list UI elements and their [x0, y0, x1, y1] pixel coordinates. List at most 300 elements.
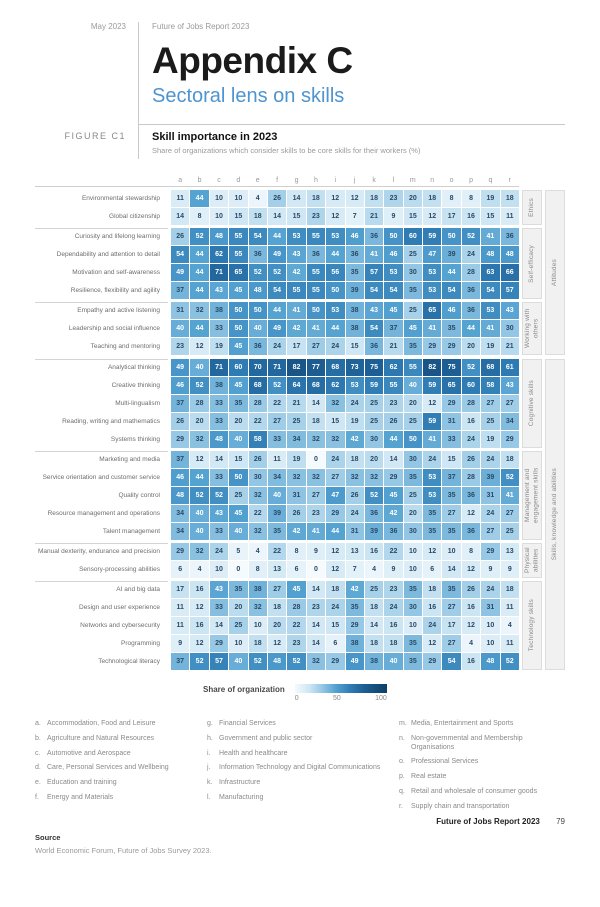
heatmap-cell: 24: [481, 505, 499, 522]
heatmap-cell: 55: [307, 228, 325, 245]
heatmap-cell: 29: [442, 395, 460, 412]
subgroup-rows: [35, 190, 519, 225]
heatmap-cell: 18: [365, 599, 383, 616]
heatmap-cell: 16: [462, 599, 480, 616]
heatmap-cell: 53: [346, 377, 364, 394]
footnote-item: [399, 788, 565, 797]
heatmap-cell: 53: [326, 302, 344, 319]
heatmap-cell: 41: [423, 431, 441, 448]
heatmap-cell: 14: [210, 617, 228, 634]
heatmap-cell: 14: [287, 190, 305, 207]
column-letters: [171, 173, 519, 186]
subgroup-label: [522, 451, 542, 540]
heatmap-cell: 12: [462, 617, 480, 634]
heatmap-cell: 0: [307, 451, 325, 468]
heatmap-cell: 20: [190, 413, 208, 430]
heatmap-cell: 34: [171, 505, 189, 522]
footnote-letter: b.: [35, 734, 41, 742]
subgroup-label-text: Technology skills: [527, 599, 535, 652]
heatmap-cell: 36: [384, 523, 402, 540]
heatmap-cell: 17: [442, 208, 460, 225]
heatmap-cell: 43: [210, 282, 228, 299]
heatmap-row: [35, 359, 519, 376]
heatmap-cell: 65: [442, 377, 460, 394]
heatmap-cell: 27: [268, 413, 286, 430]
heatmap-cell: 32: [287, 469, 305, 486]
row-label: Environmental stewardship: [81, 194, 160, 202]
heatmap-cell: 21: [384, 338, 402, 355]
row-label: Multi-lingualism: [115, 399, 160, 407]
heatmap-cell: 32: [326, 431, 344, 448]
heatmap-cell: 52: [190, 487, 208, 504]
row-label: Resilience, flexibility and agility: [70, 286, 160, 294]
heatmap-cell: 16: [462, 653, 480, 670]
heatmap-cell: 30: [404, 451, 422, 468]
heatmap-cell: 44: [268, 302, 286, 319]
row-cells: [171, 228, 519, 245]
heatmap-cell: 46: [384, 246, 402, 263]
heatmap-cell: 50: [384, 228, 402, 245]
row-cells: [171, 264, 519, 281]
heatmap-cell: 10: [404, 543, 422, 560]
heatmap-cell: 47: [423, 246, 441, 263]
heatmap-cell: 24: [462, 246, 480, 263]
row-label: Analytical thinking: [35, 359, 168, 376]
heatmap-cell: 10: [481, 617, 499, 634]
heatmap-cell: 12: [190, 338, 208, 355]
heatmap-row: [35, 653, 519, 670]
subgroup-label-text: Management and engagement skills: [523, 467, 539, 524]
heatmap-cell: 48: [249, 282, 267, 299]
heatmap-cell: 28: [190, 395, 208, 412]
heatmap-cell: 10: [442, 543, 460, 560]
heatmap-cell: 12: [423, 208, 441, 225]
heatmap-cell: 18: [365, 635, 383, 652]
heatmap-cell: 60: [404, 228, 422, 245]
heatmap-cell: 75: [365, 359, 383, 376]
heatmap-cell: 25: [229, 617, 247, 634]
heatmap-cell: 41: [423, 320, 441, 337]
heatmap-cell: 54: [384, 282, 402, 299]
footnote-text: Health and healthcare: [219, 749, 288, 757]
heatmap-cell: 10: [229, 190, 247, 207]
heatmap-cell: 23: [307, 208, 325, 225]
heatmap-cell: 35: [404, 653, 422, 670]
heatmap-cell: 40: [190, 359, 208, 376]
heatmap-cell: 18: [307, 413, 325, 430]
group-1: [35, 359, 565, 670]
heatmap-cell: 63: [481, 264, 499, 281]
heatmap-cell: 14: [307, 635, 325, 652]
heatmap-cell: 53: [423, 487, 441, 504]
column-header-p: p: [469, 177, 473, 184]
figure-title: Skill importance in 2023: [152, 131, 278, 143]
heatmap-row: [35, 635, 519, 652]
heatmap-cell: 24: [268, 338, 286, 355]
heatmap-cell: 19: [481, 190, 499, 207]
heatmap-cell: 49: [268, 246, 286, 263]
column-header-n: n: [430, 177, 435, 184]
footnote-letter: r.: [399, 802, 403, 810]
heatmap-cell: 55: [404, 359, 422, 376]
row-label: AI and big data: [35, 581, 168, 598]
heatmap-cell: 42: [287, 320, 305, 337]
heatmap-cell: 52: [287, 653, 305, 670]
heatmap-cell: 10: [210, 561, 228, 578]
heatmap-cell: 33: [210, 599, 228, 616]
heatmap-cell: 44: [326, 320, 344, 337]
heatmap-cell: 59: [365, 377, 383, 394]
subgroups-0: [35, 190, 542, 355]
footnote-letter: c.: [35, 749, 41, 757]
heatmap-cell: 50: [404, 431, 422, 448]
heatmap-cell: 62: [384, 359, 402, 376]
heatmap-cell: 38: [210, 377, 228, 394]
heatmap-row: [35, 469, 519, 486]
column-header-r: r: [508, 177, 511, 184]
heatmap-cell: 9: [307, 543, 325, 560]
heatmap-cell: 18: [501, 581, 519, 598]
heatmap-cell: 27: [442, 505, 460, 522]
footnote-letter: m.: [399, 720, 407, 727]
heatmap-cell: 24: [210, 543, 228, 560]
column-header-b: b: [197, 177, 202, 184]
heatmap-row: [35, 395, 519, 412]
heatmap-cell: 65: [229, 264, 247, 281]
column-header-d: d: [236, 177, 241, 184]
heatmap-cell: 22: [384, 543, 402, 560]
row-cells: [171, 523, 519, 540]
heatmap-cell: 48: [268, 653, 286, 670]
legend-scale: [295, 684, 387, 702]
heatmap-cell: 38: [346, 635, 364, 652]
subgroup-label: [522, 302, 542, 355]
heatmap-cell: 24: [326, 599, 344, 616]
heatmap-cell: 29: [481, 543, 499, 560]
heatmap-cell: 26: [249, 451, 267, 468]
heatmap-cell: 29: [326, 653, 344, 670]
subgroup-label: [522, 543, 542, 578]
footnote-text: Energy and Materials: [47, 793, 114, 801]
heatmap-cell: 36: [249, 246, 267, 263]
heatmap-cell: 35: [442, 581, 460, 598]
heatmap-cell: 53: [326, 228, 344, 245]
heatmap-cell: 20: [365, 451, 383, 468]
heatmap-cell: 48: [171, 487, 189, 504]
heatmap-cell: 12: [423, 635, 441, 652]
heatmap-cell: 44: [190, 282, 208, 299]
heatmap-cell: 38: [346, 320, 364, 337]
footnote-letter: k.: [207, 779, 213, 786]
heatmap-cell: 27: [307, 338, 325, 355]
heatmap-cell: 50: [229, 469, 247, 486]
column-header-o: o: [449, 177, 454, 184]
heatmap-cell: 36: [501, 228, 519, 245]
heatmap-cell: 35: [404, 282, 422, 299]
heatmap-cell: 14: [307, 395, 325, 412]
heatmap-cell: 54: [365, 320, 383, 337]
heatmap-cell: 20: [268, 617, 286, 634]
row-cells: [171, 451, 519, 468]
heatmap-cell: 32: [190, 431, 208, 448]
footnote-letter: h.: [207, 734, 213, 742]
heatmap-cell: 39: [268, 505, 286, 522]
heatmap-cell: 35: [404, 338, 422, 355]
heatmap-cell: 54: [365, 282, 383, 299]
heatmap-cell: 25: [501, 523, 519, 540]
heatmap-cell: 28: [462, 395, 480, 412]
heatmap-cell: 30: [501, 320, 519, 337]
heatmap-cell: 11: [268, 451, 286, 468]
heatmap-cell: 29: [171, 431, 189, 448]
heatmap-cell: 18: [423, 581, 441, 598]
heatmap-cell: 10: [481, 635, 499, 652]
group-0: [35, 190, 565, 355]
heatmap-cell: 16: [365, 543, 383, 560]
heatmap-cell: 55: [229, 246, 247, 263]
row-cells: [171, 302, 519, 319]
footnote-letter: j.: [207, 764, 211, 772]
heatmap-cell: 70: [249, 359, 267, 376]
heatmap-cell: 64: [287, 377, 305, 394]
heatmap-cell: 30: [249, 469, 267, 486]
heatmap-cell: 27: [501, 505, 519, 522]
heatmap-cell: 12: [268, 635, 286, 652]
heatmap-cell: 4: [501, 617, 519, 634]
heatmap-cell: 24: [346, 505, 364, 522]
heatmap-cell: 10: [404, 561, 422, 578]
column-header-g: g: [294, 177, 299, 184]
heatmap-cell: 39: [442, 246, 460, 263]
footnote-text: Manufacturing: [219, 793, 264, 801]
heatmap-cell: 50: [229, 302, 247, 319]
heatmap-cell: 41: [481, 320, 499, 337]
subgroup-label-text: Ethics: [527, 198, 535, 217]
footnote-text: Care, Personal Services and Wellbeing: [47, 764, 169, 772]
footnote-text: Infrastructure: [219, 779, 261, 786]
heatmap-row: [35, 282, 519, 299]
heatmap-cell: 25: [365, 413, 383, 430]
heatmap-cell: 0: [229, 561, 247, 578]
heatmap-cell: 19: [346, 413, 364, 430]
heatmap-cell: 10: [229, 635, 247, 652]
subgroup-label: [522, 228, 542, 299]
heatmap-cell: 19: [481, 338, 499, 355]
footnote-column-3: [399, 720, 565, 817]
source-block: [35, 833, 565, 855]
heatmap-cell: 37: [171, 395, 189, 412]
footnote-text: Retail and wholesale of consumer goods: [411, 787, 538, 795]
heatmap-cell: 35: [346, 264, 364, 281]
footnote-text: Media, Entertainment and Sports: [411, 720, 514, 727]
heatmap-cell: 52: [210, 487, 228, 504]
heatmap-cell: 35: [346, 599, 364, 616]
heatmap-cell: 24: [346, 395, 364, 412]
row-cells: [171, 487, 519, 504]
heatmap-cell: 44: [190, 264, 208, 281]
heatmap-cell: 18: [365, 190, 383, 207]
heatmap-cell: 14: [268, 208, 286, 225]
heatmap-cell: 50: [249, 302, 267, 319]
heatmap-cell: 31: [481, 599, 499, 616]
heatmap-cell: 52: [501, 653, 519, 670]
legend: [203, 684, 565, 702]
heatmap-cell: 35: [229, 581, 247, 598]
row-label: Global citizenship: [109, 212, 160, 220]
footnote-letter: d.: [35, 764, 41, 772]
heatmap-cell: 68: [249, 377, 267, 394]
legend-gradient-bar: [295, 684, 387, 693]
heatmap-cell: 53: [423, 282, 441, 299]
heatmap-cell: 50: [307, 302, 325, 319]
row-label: Teaching and mentoring: [90, 342, 160, 350]
heatmap-cell: 26: [171, 228, 189, 245]
heatmap-cell: 32: [249, 487, 267, 504]
footnote-letter: f.: [35, 793, 39, 801]
heatmap-row: [35, 413, 519, 430]
heatmap-row: [35, 561, 519, 578]
heatmap-cell: 12: [326, 561, 344, 578]
heatmap-cell: 36: [365, 338, 383, 355]
row-cells: [171, 413, 519, 430]
heatmap-cell: 15: [404, 208, 422, 225]
footnote-item: [399, 720, 565, 729]
heatmap-cell: 16: [190, 581, 208, 598]
heatmap-cell: 4: [249, 543, 267, 560]
source-label: Source: [35, 833, 61, 843]
heatmap-row: [35, 581, 519, 598]
heatmap-cell: 23: [287, 635, 305, 652]
subgroup-label-text: Self-efficacy: [527, 244, 535, 283]
heatmap-cell: 13: [501, 543, 519, 560]
heatmap-cell: 50: [229, 320, 247, 337]
heatmap-cell: 52: [190, 653, 208, 670]
heatmap-cell: 44: [268, 228, 286, 245]
heatmap-cell: 24: [423, 451, 441, 468]
footnote-item: [399, 758, 565, 767]
heatmap-cell: 28: [462, 469, 480, 486]
footnote-letter: n.: [399, 734, 405, 742]
row-label: Motivation and self-awareness: [72, 268, 160, 276]
heatmap-cell: 27: [268, 581, 286, 598]
heatmap-cell: 14: [307, 617, 325, 634]
heatmap-cell: 5: [229, 543, 247, 560]
heatmap-cell: 77: [307, 359, 325, 376]
heatmap-row: [35, 505, 519, 522]
heatmap-header-line: [35, 173, 519, 187]
row-cells: [171, 599, 519, 616]
heatmap-cell: 58: [249, 431, 267, 448]
column-header-e: e: [255, 177, 260, 184]
heatmap-cell: 16: [462, 208, 480, 225]
heatmap-cell: 18: [268, 599, 286, 616]
heatmap-row: [35, 246, 519, 263]
heatmap-cell: 28: [249, 395, 267, 412]
heatmap-cell: 12: [190, 635, 208, 652]
row-cells: [171, 359, 519, 376]
heatmap-cell: 8: [462, 543, 480, 560]
heatmap-cell: 33: [210, 469, 228, 486]
heatmap-cell: 23: [384, 581, 402, 598]
heatmap-cell: 20: [404, 190, 422, 207]
heatmap-cell: 71: [210, 264, 228, 281]
subgroup: [35, 359, 542, 448]
footnote-letter: a.: [35, 720, 41, 727]
heatmap-cell: 33: [210, 395, 228, 412]
heatmap-cell: 55: [229, 228, 247, 245]
heatmap-cell: 16: [190, 617, 208, 634]
heatmap-cell: 35: [268, 523, 286, 540]
heatmap-cell: 71: [210, 359, 228, 376]
heatmap-cell: 14: [307, 581, 325, 598]
subgroup: [35, 302, 542, 355]
heatmap-cell: 53: [423, 469, 441, 486]
heatmap-cell: 27: [307, 487, 325, 504]
heatmap-cell: 30: [404, 264, 422, 281]
heatmap-cell: 82: [287, 359, 305, 376]
heatmap-cell: 11: [501, 208, 519, 225]
heatmap-cell: 27: [442, 599, 460, 616]
heatmap-cell: 46: [346, 228, 364, 245]
figure-header: [138, 124, 565, 159]
heatmap-cell: 12: [326, 543, 344, 560]
heatmap-cell: 31: [481, 487, 499, 504]
footnote-item: [35, 779, 207, 788]
heatmap-cell: 9: [384, 561, 402, 578]
heatmap-cell: 57: [365, 264, 383, 281]
heatmap-cell: 29: [423, 653, 441, 670]
heatmap-row: [35, 302, 519, 319]
row-label: Technological literacy: [98, 657, 160, 665]
heatmap-cell: 20: [229, 599, 247, 616]
row-label: Leadership and social influence: [68, 324, 160, 332]
heatmap-cell: 46: [442, 302, 460, 319]
subgroup: [35, 451, 542, 540]
heatmap-cell: 14: [384, 451, 402, 468]
heatmap-cell: 4: [462, 635, 480, 652]
footnote-item: [35, 735, 207, 744]
heatmap-cell: 18: [307, 190, 325, 207]
heatmap-cell: 35: [404, 469, 422, 486]
heatmap-cell: 27: [481, 395, 499, 412]
heatmap-cell: 39: [365, 523, 383, 540]
heatmap-cell: 30: [404, 599, 422, 616]
heatmap-cell: 55: [384, 377, 402, 394]
column-header-l: l: [392, 177, 395, 184]
heatmap-cell: 20: [462, 338, 480, 355]
heatmap-cell: 24: [462, 431, 480, 448]
heatmap-cell: 62: [210, 246, 228, 263]
row-label: Marketing and media: [35, 451, 168, 468]
heatmap-cell: 20: [229, 413, 247, 430]
column-header-j: j: [353, 177, 356, 184]
subgroup-label: [522, 359, 542, 448]
side-label-spacer: [519, 173, 565, 187]
heatmap-cell: 52: [249, 653, 267, 670]
subgroup-rows: [35, 451, 519, 540]
heatmap-cell: 35: [404, 581, 422, 598]
footnote-text: Supply chain and transportation: [411, 802, 510, 810]
heatmap-cell: 12: [326, 190, 344, 207]
heatmap-cell: 14: [365, 617, 383, 634]
heatmap-cell: 46: [171, 377, 189, 394]
heatmap-cell: 82: [423, 359, 441, 376]
heatmap-cell: 8: [287, 543, 305, 560]
heatmap-cell: 26: [287, 505, 305, 522]
row-label: Empathy and active listening: [35, 302, 168, 319]
heatmap-cell: 17: [171, 581, 189, 598]
heatmap-cell: 22: [249, 505, 267, 522]
